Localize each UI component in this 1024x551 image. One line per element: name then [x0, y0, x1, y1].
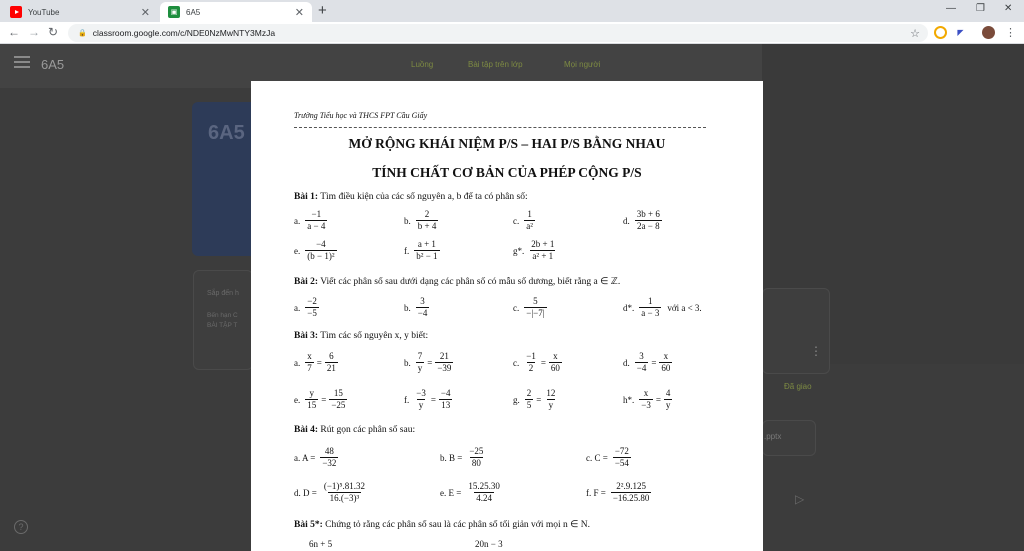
document-title: MỞ RỘNG KHÁI NIỆM P/S – HAI P/S BẰNG NHAU [348, 136, 666, 151]
exercise-4e: e. E = $\frac{15.25.30}{4.24}$ [440, 481, 500, 503]
hamburger-menu-icon[interactable] [14, 56, 30, 68]
header-rule [294, 127, 706, 128]
close-tab-icon[interactable]: ✕ [294, 7, 304, 19]
bookmark-star-icon[interactable]: ☆ [910, 27, 920, 40]
exercise-4b: b. B = $\frac{-25}{80}$ [440, 446, 484, 468]
exercise-text: Rút gọn các phân số sau: [320, 425, 416, 435]
classroom-icon: ▣ [168, 6, 180, 18]
tab-6a5[interactable] [160, 2, 312, 22]
tab-youtube[interactable] [2, 2, 158, 22]
exercise-3h: h*. $\frac{x}{-3}$ = $\frac{4}{y}$ [623, 388, 671, 410]
document-page [251, 81, 763, 551]
restore-button[interactable]: ❐ [976, 3, 985, 14]
url-bar[interactable] [68, 24, 928, 42]
exercise-1d: d. 3b + 6 2a − 8 [623, 209, 660, 231]
upcoming-sub: Bến hạn C [207, 312, 238, 319]
exercise-label: Bài 5*: [294, 520, 323, 530]
upcoming-item[interactable]: BÀI TẬP T [207, 322, 238, 329]
exercise-text: Tìm các số nguyên x, y biết: [320, 331, 429, 341]
exercise-1f: f. a + 1 b² − 1 [404, 239, 438, 261]
exercise-3e: e. $\frac{y}{15}$ = $\frac{15}{-25}$ [294, 388, 346, 410]
help-icon[interactable]: ? [14, 520, 28, 534]
exercise-1c: c. 1 a² [513, 209, 533, 231]
minimize-button[interactable]: — [946, 3, 956, 14]
exercise-5-heading [294, 519, 590, 530]
banner-title: 6A5 [208, 122, 245, 144]
browser-menu-icon[interactable]: ⋮ [1005, 27, 1016, 39]
post-card [762, 288, 830, 374]
exercise-3d: d. $\frac{3}{-4}$ = $\frac{x}{60}$ [623, 351, 671, 373]
send-icon[interactable]: ▷ [795, 492, 805, 506]
back-button[interactable]: ← [8, 25, 20, 39]
class-title[interactable]: 6A5 [41, 57, 65, 72]
tab-stream[interactable]: Luồng [411, 60, 434, 69]
exercise-5a: 6n + 5 [309, 539, 333, 549]
extension-icon-2[interactable]: ◤ [957, 28, 964, 37]
exercise-4f: f. F = $\frac{\text{2².9.125}}{-16.25.80}$ [586, 481, 650, 503]
upcoming-card [193, 270, 253, 370]
exercise-2a: a. −2 −5 [294, 296, 317, 318]
exercise-4d: d. D = $\frac{\text{(−1)⁵.81.32}}{\text{16.(−3)³}}$ [294, 481, 366, 503]
tab-title: 6A5 [186, 7, 201, 17]
exercise-label: Bài 2: [294, 277, 319, 287]
tab-title: YouTube [28, 7, 60, 17]
attachment-name: .pptx [764, 432, 782, 441]
exercise-label: Bài 1: [294, 192, 319, 202]
exercise-1b: b. 2 b + 4 [404, 209, 437, 231]
exercise-4a: a. A = $\frac{48}{-32}$ [294, 446, 337, 468]
school-name: Trường Tiểu học và THCS FPT Cầu Giấy [294, 111, 428, 120]
assigned-label: Đã giao [784, 382, 812, 391]
exercise-2c: c. 5 −|−7| [513, 296, 545, 318]
exercise-3g: g. $\frac{2}{5}$ = $\frac{12}{y}$ [513, 388, 556, 410]
exercise-1a: a. −1 a − 4 [294, 209, 326, 231]
exercise-1g: g*. 2b + 1 a² + 1 [513, 239, 555, 261]
reload-button[interactable]: ↻ [48, 25, 59, 39]
exercise-2b: b. 3 −4 [404, 296, 428, 318]
exercise-2-heading [294, 276, 620, 287]
upcoming-title: Sắp đến h [207, 290, 239, 297]
youtube-icon [10, 6, 22, 18]
tab-strip [0, 0, 1024, 22]
address-bar-row [0, 22, 1024, 44]
exercise-1-heading [294, 192, 528, 202]
extension-icon[interactable] [934, 26, 947, 39]
lock-icon: 🔒 [78, 30, 87, 37]
exercise-4c: c. C = $\frac{-72}{-54}$ [586, 446, 629, 468]
exercise-3f: f. $\frac{-3}{y}$ = $\frac{-4}{13}$ [404, 388, 451, 410]
tab-classwork[interactable]: Bài tập trên lớp [468, 60, 523, 69]
exercise-3-heading [294, 331, 428, 341]
close-tab-icon[interactable]: ✕ [140, 7, 150, 19]
exercise-label: Bài 3: [294, 331, 319, 341]
exercise-text: Chứng tỏ rằng các phân số sau là các phân số tối giản với mọi n ∈ N. [325, 520, 591, 530]
new-tab-button[interactable]: + [318, 2, 327, 19]
post-menu-icon[interactable]: ⋮ [810, 344, 822, 358]
exercise-3c: c. $\frac{-1}{2}$ = $\frac{x}{60}$ [513, 351, 560, 373]
profile-avatar[interactable] [982, 26, 995, 39]
exercise-label: Bài 4: [294, 425, 319, 435]
exercise-1e: e. −4 (b − 1)² [294, 239, 335, 261]
exercise-5b: 20n − 3 [475, 539, 503, 549]
exercise-3a: a. $\frac{x}{7}$ = $\frac{6}{21}$ [294, 351, 336, 373]
close-window-button[interactable]: ✕ [1004, 3, 1013, 14]
tab-people[interactable]: Mọi người [564, 60, 601, 69]
exercise-text: Tìm điều kiện của các số nguyên a, b để ta có phân số: [320, 192, 528, 202]
exercise-text: Viết các phân số sau dưới dạng các phân số có mẫu số dương, biết rằng a ∈ ℤ. [320, 277, 621, 287]
forward-button[interactable]: → [28, 25, 40, 39]
document-subtitle: TÍNH CHẤT CƠ BẢN CỦA PHÉP CỘNG P/S [372, 165, 642, 180]
url-text: classroom.google.com/c/NDE0NzMwNTY3MzJa [92, 28, 276, 38]
exercise-2d: d*. 1 a − 3 với a < 3. [623, 296, 702, 318]
exercise-4-heading [294, 425, 415, 435]
exercise-3b: b. $\frac{7}{y}$ = $\frac{21}{-39}$ [404, 351, 452, 373]
